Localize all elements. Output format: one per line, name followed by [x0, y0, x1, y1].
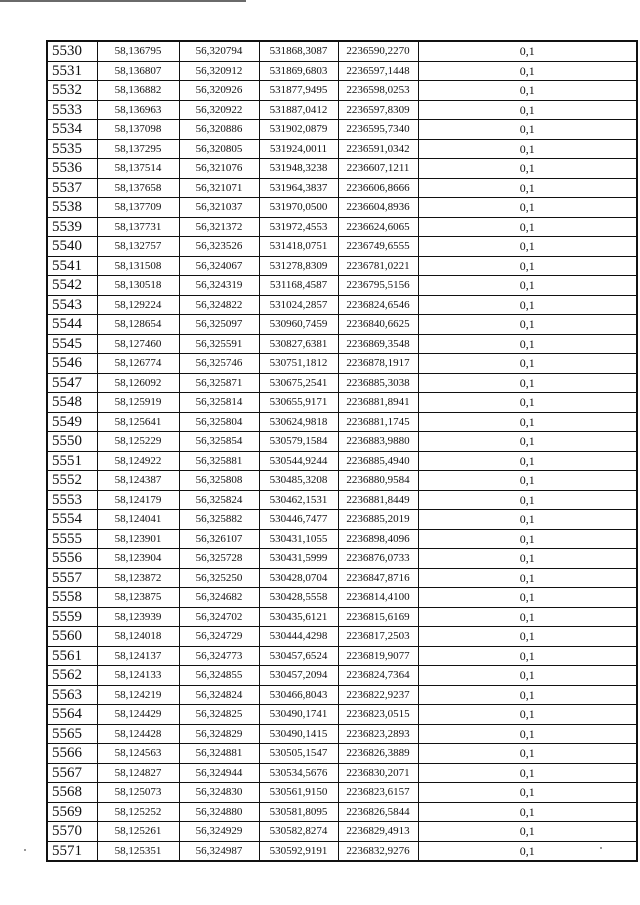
- longitude-cell: 56,321071: [179, 178, 259, 198]
- table-row: [47, 841, 637, 861]
- longitude-cell: 56,320922: [179, 100, 259, 120]
- latitude-cell: 58,125229: [97, 432, 179, 452]
- precision-cell: 0,1: [418, 685, 637, 705]
- table-row: [47, 237, 637, 257]
- point-number-cell: 5548: [47, 393, 97, 413]
- coordinate-y-cell: 2236885,2019: [338, 510, 418, 530]
- precision-cell: 0,1: [418, 705, 637, 725]
- latitude-cell: 58,124219: [97, 685, 179, 705]
- precision-cell: 0,1: [418, 763, 637, 783]
- precision-cell: 0,1: [418, 139, 637, 159]
- table-row: [47, 41, 637, 61]
- coordinate-x-cell: 531418,0751: [259, 237, 338, 257]
- coordinate-x-cell: 531024,2857: [259, 295, 338, 315]
- latitude-cell: 58,125641: [97, 412, 179, 432]
- longitude-cell: 56,320912: [179, 61, 259, 81]
- longitude-cell: 56,324829: [179, 724, 259, 744]
- point-number-cell: 5564: [47, 705, 97, 725]
- point-number-cell: 5536: [47, 159, 97, 179]
- table-row: [47, 276, 637, 296]
- latitude-cell: 58,136807: [97, 61, 179, 81]
- point-number-cell: 5569: [47, 802, 97, 822]
- coordinate-x-cell: 530428,5558: [259, 588, 338, 608]
- longitude-cell: 56,320794: [179, 41, 259, 61]
- coordinate-y-cell: 2236824,7364: [338, 666, 418, 686]
- precision-cell: 0,1: [418, 334, 637, 354]
- precision-cell: 0,1: [418, 432, 637, 452]
- point-number-cell: 5556: [47, 549, 97, 569]
- table-row: [47, 451, 637, 471]
- latitude-cell: 58,129224: [97, 295, 179, 315]
- table-row: [47, 354, 637, 374]
- latitude-cell: 58,124922: [97, 451, 179, 471]
- coordinate-x-cell: 530431,5999: [259, 549, 338, 569]
- coordinate-y-cell: 2236832,9276: [338, 841, 418, 861]
- coordinate-y-cell: 2236823,2893: [338, 724, 418, 744]
- precision-cell: 0,1: [418, 510, 637, 530]
- coordinate-y-cell: 2236819,9077: [338, 646, 418, 666]
- longitude-cell: 56,321037: [179, 198, 259, 218]
- point-number-cell: 5537: [47, 178, 97, 198]
- latitude-cell: 58,124137: [97, 646, 179, 666]
- coordinate-y-cell: 2236607,1211: [338, 159, 418, 179]
- coordinate-y-cell: 2236606,8666: [338, 178, 418, 198]
- table-row: [47, 568, 637, 588]
- coordinate-x-cell: 530827,6381: [259, 334, 338, 354]
- longitude-cell: 56,324822: [179, 295, 259, 315]
- table-row: [47, 549, 637, 569]
- coordinate-x-cell: 530751,1812: [259, 354, 338, 374]
- latitude-cell: 58,123939: [97, 607, 179, 627]
- point-number-cell: 5546: [47, 354, 97, 374]
- table-row: [47, 315, 637, 335]
- table-row: [47, 393, 637, 413]
- table-row: [47, 822, 637, 842]
- latitude-cell: 58,124429: [97, 705, 179, 725]
- table-row: [47, 607, 637, 627]
- precision-cell: 0,1: [418, 237, 637, 257]
- point-number-cell: 5562: [47, 666, 97, 686]
- coordinate-y-cell: 2236881,8449: [338, 490, 418, 510]
- latitude-cell: 58,124428: [97, 724, 179, 744]
- table-row: [47, 159, 637, 179]
- precision-cell: 0,1: [418, 607, 637, 627]
- table-row: [47, 763, 637, 783]
- point-number-cell: 5560: [47, 627, 97, 647]
- latitude-cell: 58,128654: [97, 315, 179, 335]
- longitude-cell: 56,324319: [179, 276, 259, 296]
- longitude-cell: 56,324830: [179, 783, 259, 803]
- point-number-cell: 5544: [47, 315, 97, 335]
- precision-cell: 0,1: [418, 724, 637, 744]
- precision-cell: 0,1: [418, 822, 637, 842]
- table-row: [47, 334, 637, 354]
- longitude-cell: 56,325882: [179, 510, 259, 530]
- coordinate-y-cell: 2236878,1917: [338, 354, 418, 374]
- coordinate-y-cell: 2236869,3548: [338, 334, 418, 354]
- coordinate-x-cell: 531887,0412: [259, 100, 338, 120]
- coordinate-y-cell: 2236817,2503: [338, 627, 418, 647]
- precision-cell: 0,1: [418, 61, 637, 81]
- point-number-cell: 5568: [47, 783, 97, 803]
- longitude-cell: 56,325808: [179, 471, 259, 491]
- precision-cell: 0,1: [418, 178, 637, 198]
- latitude-cell: 58,136795: [97, 41, 179, 61]
- coordinate-x-cell: 530466,8043: [259, 685, 338, 705]
- coordinate-y-cell: 2236830,2071: [338, 763, 418, 783]
- precision-cell: 0,1: [418, 529, 637, 549]
- longitude-cell: 56,324825: [179, 705, 259, 725]
- point-number-cell: 5549: [47, 412, 97, 432]
- latitude-cell: 58,130518: [97, 276, 179, 296]
- coordinate-x-cell: 531902,0879: [259, 120, 338, 140]
- coordinate-x-cell: 530435,6121: [259, 607, 338, 627]
- latitude-cell: 58,126774: [97, 354, 179, 374]
- coordinate-y-cell: 2236814,4100: [338, 588, 418, 608]
- latitude-cell: 58,127460: [97, 334, 179, 354]
- latitude-cell: 58,123875: [97, 588, 179, 608]
- coordinate-y-cell: 2236824,6546: [338, 295, 418, 315]
- coordinate-y-cell: 2236826,3889: [338, 744, 418, 764]
- longitude-cell: 56,324881: [179, 744, 259, 764]
- table-row: [47, 666, 637, 686]
- precision-cell: 0,1: [418, 666, 637, 686]
- longitude-cell: 56,324944: [179, 763, 259, 783]
- latitude-cell: 58,131508: [97, 256, 179, 276]
- precision-cell: 0,1: [418, 783, 637, 803]
- point-number-cell: 5540: [47, 237, 97, 257]
- coordinate-x-cell: 530675,2541: [259, 373, 338, 393]
- latitude-cell: 58,125919: [97, 393, 179, 413]
- longitude-cell: 56,323526: [179, 237, 259, 257]
- coordinate-y-cell: 2236881,1745: [338, 412, 418, 432]
- coordinate-y-cell: 2236591,0342: [338, 139, 418, 159]
- table-row: [47, 783, 637, 803]
- table-row: [47, 724, 637, 744]
- point-number-cell: 5557: [47, 568, 97, 588]
- coordinate-x-cell: 530534,5676: [259, 763, 338, 783]
- table-row: [47, 178, 637, 198]
- coordinate-y-cell: 2236597,1448: [338, 61, 418, 81]
- coordinate-y-cell: 2236876,0733: [338, 549, 418, 569]
- precision-cell: 0,1: [418, 354, 637, 374]
- longitude-cell: 56,324729: [179, 627, 259, 647]
- coordinate-x-cell: 530579,1584: [259, 432, 338, 452]
- point-number-cell: 5542: [47, 276, 97, 296]
- table-row: [47, 139, 637, 159]
- point-number-cell: 5552: [47, 471, 97, 491]
- table-row: [47, 588, 637, 608]
- coordinate-x-cell: 530446,7477: [259, 510, 338, 530]
- longitude-cell: 56,325591: [179, 334, 259, 354]
- coordinate-y-cell: 2236823,6157: [338, 783, 418, 803]
- latitude-cell: 58,123904: [97, 549, 179, 569]
- coordinate-x-cell: 530592,9191: [259, 841, 338, 861]
- coordinate-x-cell: 530457,6524: [259, 646, 338, 666]
- coordinate-x-cell: 530544,9244: [259, 451, 338, 471]
- coordinate-x-cell: 531168,4587: [259, 276, 338, 296]
- table-row: [47, 471, 637, 491]
- latitude-cell: 58,126092: [97, 373, 179, 393]
- precision-cell: 0,1: [418, 412, 637, 432]
- coordinate-y-cell: 2236847,8716: [338, 568, 418, 588]
- coordinate-x-cell: 530431,1055: [259, 529, 338, 549]
- table-row: [47, 198, 637, 218]
- table-row: [47, 490, 637, 510]
- precision-cell: 0,1: [418, 451, 637, 471]
- precision-cell: 0,1: [418, 568, 637, 588]
- longitude-cell: 56,325824: [179, 490, 259, 510]
- precision-cell: 0,1: [418, 276, 637, 296]
- coordinate-y-cell: 2236883,9880: [338, 432, 418, 452]
- coordinate-x-cell: 530462,1531: [259, 490, 338, 510]
- point-number-cell: 5554: [47, 510, 97, 530]
- precision-cell: 0,1: [418, 217, 637, 237]
- precision-cell: 0,1: [418, 471, 637, 491]
- point-number-cell: 5567: [47, 763, 97, 783]
- precision-cell: 0,1: [418, 198, 637, 218]
- table-row: [47, 627, 637, 647]
- precision-cell: 0,1: [418, 802, 637, 822]
- coordinate-x-cell: 531278,8309: [259, 256, 338, 276]
- latitude-cell: 58,124827: [97, 763, 179, 783]
- latitude-cell: 58,123901: [97, 529, 179, 549]
- coordinate-y-cell: 2236840,6625: [338, 315, 418, 335]
- point-number-cell: 5561: [47, 646, 97, 666]
- latitude-cell: 58,124179: [97, 490, 179, 510]
- table-row: [47, 412, 637, 432]
- coordinate-y-cell: 2236604,8936: [338, 198, 418, 218]
- longitude-cell: 56,325097: [179, 315, 259, 335]
- coordinates-table-body: [47, 41, 637, 861]
- longitude-cell: 56,324682: [179, 588, 259, 608]
- latitude-cell: 58,125261: [97, 822, 179, 842]
- precision-cell: 0,1: [418, 120, 637, 140]
- coordinate-y-cell: 2236880,9584: [338, 471, 418, 491]
- coordinate-x-cell: 531868,3087: [259, 41, 338, 61]
- coordinate-y-cell: 2236881,8941: [338, 393, 418, 413]
- longitude-cell: 56,326107: [179, 529, 259, 549]
- coordinate-y-cell: 2236595,7340: [338, 120, 418, 140]
- coordinate-x-cell: 530655,9171: [259, 393, 338, 413]
- table-row: [47, 802, 637, 822]
- coordinate-x-cell: 531877,9495: [259, 81, 338, 101]
- latitude-cell: 58,137658: [97, 178, 179, 198]
- point-number-cell: 5565: [47, 724, 97, 744]
- coordinate-x-cell: 531964,3837: [259, 178, 338, 198]
- table-row: [47, 120, 637, 140]
- point-number-cell: 5559: [47, 607, 97, 627]
- table-row: [47, 744, 637, 764]
- longitude-cell: 56,325854: [179, 432, 259, 452]
- point-number-cell: 5543: [47, 295, 97, 315]
- longitude-cell: 56,321372: [179, 217, 259, 237]
- point-number-cell: 5539: [47, 217, 97, 237]
- coordinate-y-cell: 2236590,2270: [338, 41, 418, 61]
- precision-cell: 0,1: [418, 646, 637, 666]
- precision-cell: 0,1: [418, 41, 637, 61]
- table-row: [47, 705, 637, 725]
- table-row: [47, 373, 637, 393]
- longitude-cell: 56,325804: [179, 412, 259, 432]
- longitude-cell: 56,324773: [179, 646, 259, 666]
- point-number-cell: 5553: [47, 490, 97, 510]
- coordinate-x-cell: 530490,1415: [259, 724, 338, 744]
- point-number-cell: 5551: [47, 451, 97, 471]
- latitude-cell: 58,137295: [97, 139, 179, 159]
- latitude-cell: 58,132757: [97, 237, 179, 257]
- latitude-cell: 58,137514: [97, 159, 179, 179]
- coordinate-x-cell: 531924,0011: [259, 139, 338, 159]
- longitude-cell: 56,325250: [179, 568, 259, 588]
- longitude-cell: 56,321076: [179, 159, 259, 179]
- precision-cell: 0,1: [418, 373, 637, 393]
- coordinate-y-cell: 2236823,0515: [338, 705, 418, 725]
- coordinate-x-cell: 530581,8095: [259, 802, 338, 822]
- latitude-cell: 58,125073: [97, 783, 179, 803]
- precision-cell: 0,1: [418, 393, 637, 413]
- precision-cell: 0,1: [418, 81, 637, 101]
- coordinate-y-cell: 2236826,5844: [338, 802, 418, 822]
- coordinate-x-cell: 530490,1741: [259, 705, 338, 725]
- table-row: [47, 529, 637, 549]
- scan-speck: [24, 849, 26, 851]
- coordinate-x-cell: 530485,3208: [259, 471, 338, 491]
- table-row: [47, 256, 637, 276]
- coordinate-y-cell: 2236898,4096: [338, 529, 418, 549]
- point-number-cell: 5538: [47, 198, 97, 218]
- longitude-cell: 56,325881: [179, 451, 259, 471]
- table-row: [47, 685, 637, 705]
- point-number-cell: 5545: [47, 334, 97, 354]
- longitude-cell: 56,320805: [179, 139, 259, 159]
- precision-cell: 0,1: [418, 627, 637, 647]
- latitude-cell: 58,136882: [97, 81, 179, 101]
- point-number-cell: 5550: [47, 432, 97, 452]
- point-number-cell: 5566: [47, 744, 97, 764]
- longitude-cell: 56,324929: [179, 822, 259, 842]
- point-number-cell: 5563: [47, 685, 97, 705]
- coordinate-x-cell: 531869,6803: [259, 61, 338, 81]
- longitude-cell: 56,325746: [179, 354, 259, 374]
- point-number-cell: 5555: [47, 529, 97, 549]
- coordinate-x-cell: 531970,0500: [259, 198, 338, 218]
- longitude-cell: 56,324880: [179, 802, 259, 822]
- point-number-cell: 5532: [47, 81, 97, 101]
- table-row: [47, 217, 637, 237]
- latitude-cell: 58,124387: [97, 471, 179, 491]
- precision-cell: 0,1: [418, 744, 637, 764]
- coordinate-x-cell: 530561,9150: [259, 783, 338, 803]
- longitude-cell: 56,325871: [179, 373, 259, 393]
- scan-speck: [600, 847, 602, 849]
- coordinate-x-cell: 530428,0704: [259, 568, 338, 588]
- coordinate-y-cell: 2236822,9237: [338, 685, 418, 705]
- point-number-cell: 5531: [47, 61, 97, 81]
- coordinate-x-cell: 530960,7459: [259, 315, 338, 335]
- table-row: [47, 432, 637, 452]
- table-row: [47, 61, 637, 81]
- coordinate-y-cell: 2236597,8309: [338, 100, 418, 120]
- top-edge-line: [0, 0, 246, 2]
- coordinate-y-cell: 2236624,6065: [338, 217, 418, 237]
- latitude-cell: 58,136963: [97, 100, 179, 120]
- table-row: [47, 295, 637, 315]
- latitude-cell: 58,137098: [97, 120, 179, 140]
- coordinate-x-cell: 531972,4553: [259, 217, 338, 237]
- coordinate-y-cell: 2236885,4940: [338, 451, 418, 471]
- longitude-cell: 56,325814: [179, 393, 259, 413]
- coordinate-y-cell: 2236885,3038: [338, 373, 418, 393]
- table-row: [47, 81, 637, 101]
- coordinate-y-cell: 2236781,0221: [338, 256, 418, 276]
- point-number-cell: 5535: [47, 139, 97, 159]
- precision-cell: 0,1: [418, 100, 637, 120]
- precision-cell: 0,1: [418, 295, 637, 315]
- latitude-cell: 58,123872: [97, 568, 179, 588]
- point-number-cell: 5547: [47, 373, 97, 393]
- point-number-cell: 5534: [47, 120, 97, 140]
- coordinate-x-cell: 530624,9818: [259, 412, 338, 432]
- coordinate-y-cell: 2236815,6169: [338, 607, 418, 627]
- point-number-cell: 5541: [47, 256, 97, 276]
- coordinate-x-cell: 530505,1547: [259, 744, 338, 764]
- coordinate-x-cell: 530582,8274: [259, 822, 338, 842]
- point-number-cell: 5530: [47, 41, 97, 61]
- latitude-cell: 58,124018: [97, 627, 179, 647]
- point-number-cell: 5570: [47, 822, 97, 842]
- table-row: [47, 100, 637, 120]
- precision-cell: 0,1: [418, 588, 637, 608]
- longitude-cell: 56,324067: [179, 256, 259, 276]
- longitude-cell: 56,324855: [179, 666, 259, 686]
- precision-cell: 0,1: [418, 159, 637, 179]
- latitude-cell: 58,124563: [97, 744, 179, 764]
- coordinate-x-cell: 530457,2094: [259, 666, 338, 686]
- latitude-cell: 58,125351: [97, 841, 179, 861]
- latitude-cell: 58,137731: [97, 217, 179, 237]
- table-row: [47, 646, 637, 666]
- precision-cell: 0,1: [418, 549, 637, 569]
- coordinate-y-cell: 2236598,0253: [338, 81, 418, 101]
- table-row: [47, 510, 637, 530]
- coordinate-y-cell: 2236829,4913: [338, 822, 418, 842]
- longitude-cell: 56,324702: [179, 607, 259, 627]
- longitude-cell: 56,320886: [179, 120, 259, 140]
- coordinate-y-cell: 2236795,5156: [338, 276, 418, 296]
- coordinate-x-cell: 530444,4298: [259, 627, 338, 647]
- coordinate-x-cell: 531948,3238: [259, 159, 338, 179]
- longitude-cell: 56,320926: [179, 81, 259, 101]
- precision-cell: 0,1: [418, 490, 637, 510]
- point-number-cell: 5533: [47, 100, 97, 120]
- longitude-cell: 56,324987: [179, 841, 259, 861]
- latitude-cell: 58,124133: [97, 666, 179, 686]
- precision-cell: 0,1: [418, 841, 637, 861]
- latitude-cell: 58,124041: [97, 510, 179, 530]
- point-number-cell: 5571: [47, 841, 97, 861]
- latitude-cell: 58,125252: [97, 802, 179, 822]
- latitude-cell: 58,137709: [97, 198, 179, 218]
- coordinates-table: [46, 40, 638, 862]
- point-number-cell: 5558: [47, 588, 97, 608]
- precision-cell: 0,1: [418, 256, 637, 276]
- precision-cell: 0,1: [418, 315, 637, 335]
- longitude-cell: 56,325728: [179, 549, 259, 569]
- coordinate-y-cell: 2236749,6555: [338, 237, 418, 257]
- longitude-cell: 56,324824: [179, 685, 259, 705]
